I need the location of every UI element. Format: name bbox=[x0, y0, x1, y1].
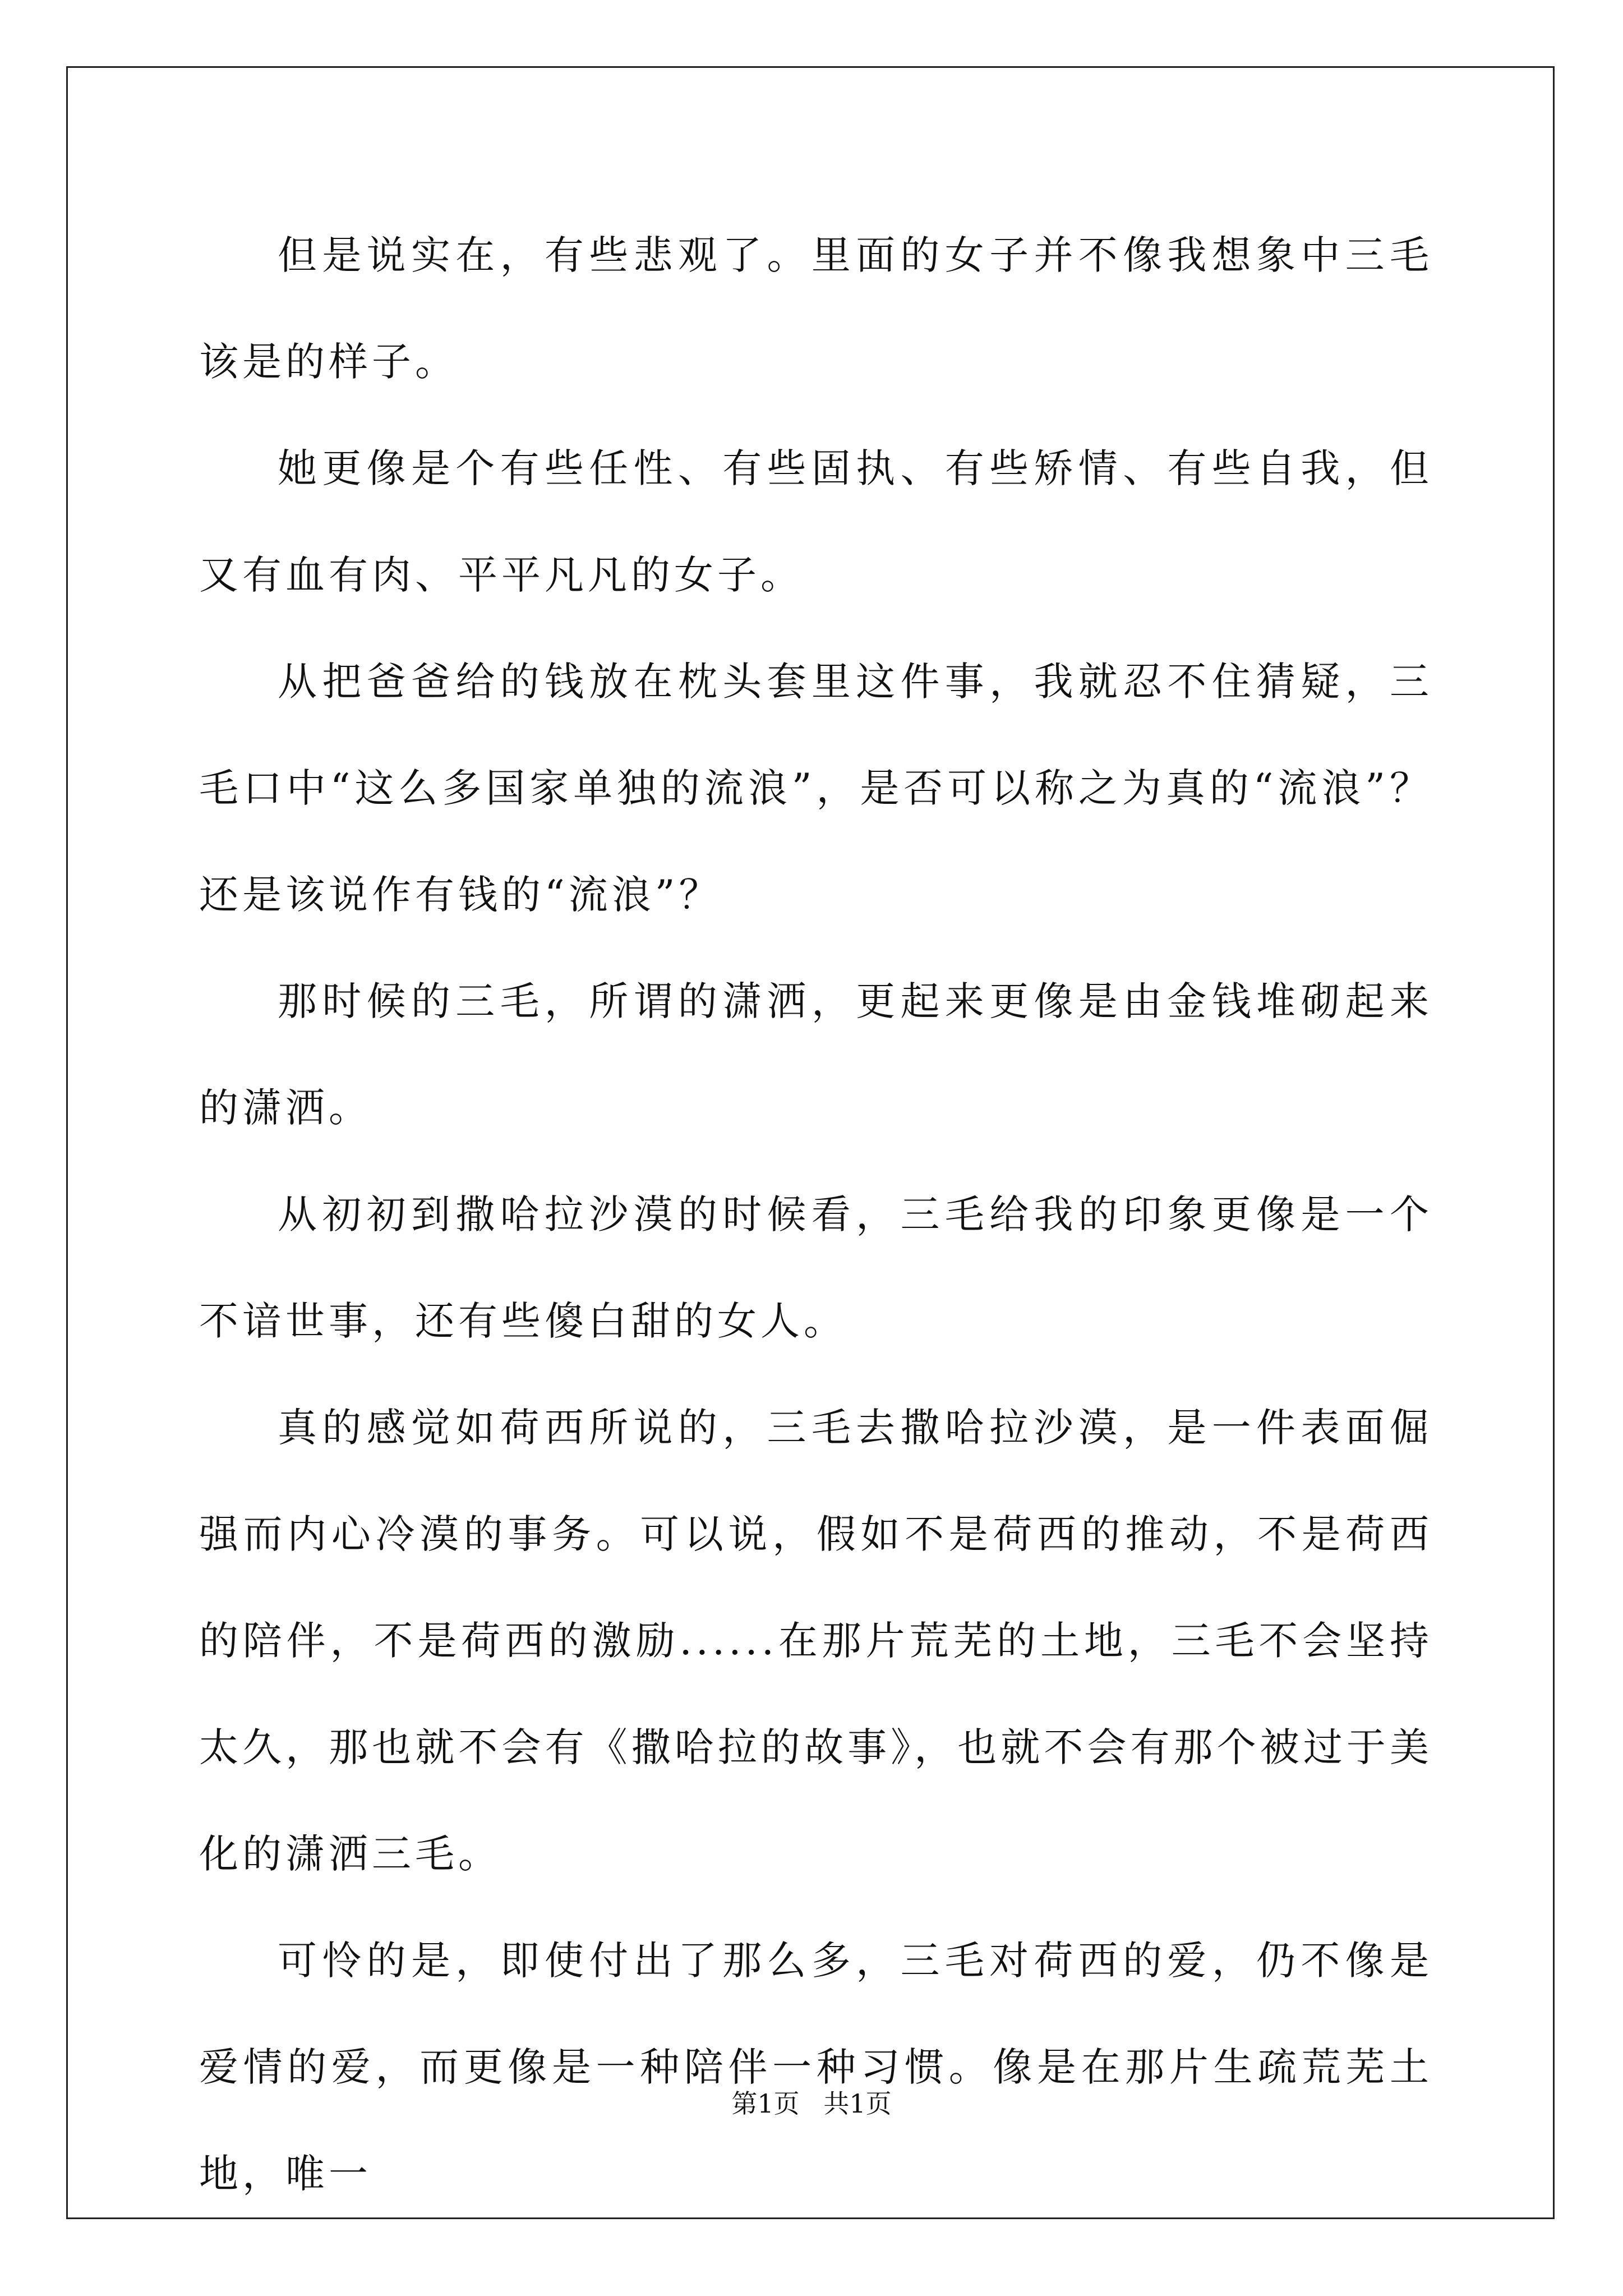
page-footer bbox=[0, 2087, 1623, 2120]
paragraph-3: 从把爸爸给的钱放在枕头套里这件事，我就忍不住猜疑，三毛口中“这么多国家单独的流浪”，是否可以称之为真的“流浪”？还是该说作有钱的“流浪”？ bbox=[199, 659, 1433, 918]
page-number-total: 共1页 bbox=[823, 2088, 892, 2119]
paragraph-1: 但是说实在，有些悲观了。里面的女子并不像我想象中三毛该是的样子。 bbox=[199, 232, 1433, 385]
page-number-current: 第1页 bbox=[731, 2088, 800, 2119]
paragraph-2: 她更像是个有些任性、有些固执、有些矫情、有些自我，但又有血有肉、平平凡凡的女子。 bbox=[199, 445, 1433, 598]
paragraph-7: 可怜的是，即使付出了那么多，三毛对荷西的爱，仍不像是爱情的爱，而更像是一种陪伴一种习惯。像是在那片生疏荒芜土地，唯一 bbox=[199, 1938, 1433, 2197]
paragraph-5: 从初初到撒哈拉沙漠的时候看，三毛给我的印象更像是一个不谙世事，还有些傻白甜的女人。 bbox=[199, 1191, 1433, 1344]
paragraph-6: 真的感觉如荷西所说的，三毛去撒哈拉沙漠，是一件表面倔强而内心冷漠的事务。可以说，假如不是荷西的推动，不是荷西的陪伴，不是荷西的激励......在那片荒芜的土地，三毛不会坚持太久，那也就不会有《撒哈拉的故事》，也就不会有那个被过于美化的潇洒三毛。 bbox=[199, 1405, 1433, 1877]
paragraph-4: 那时候的三毛，所谓的潇洒，更起来更像是由金钱堆砌起来的潇洒。 bbox=[199, 978, 1433, 1131]
document-body bbox=[199, 202, 1433, 2227]
